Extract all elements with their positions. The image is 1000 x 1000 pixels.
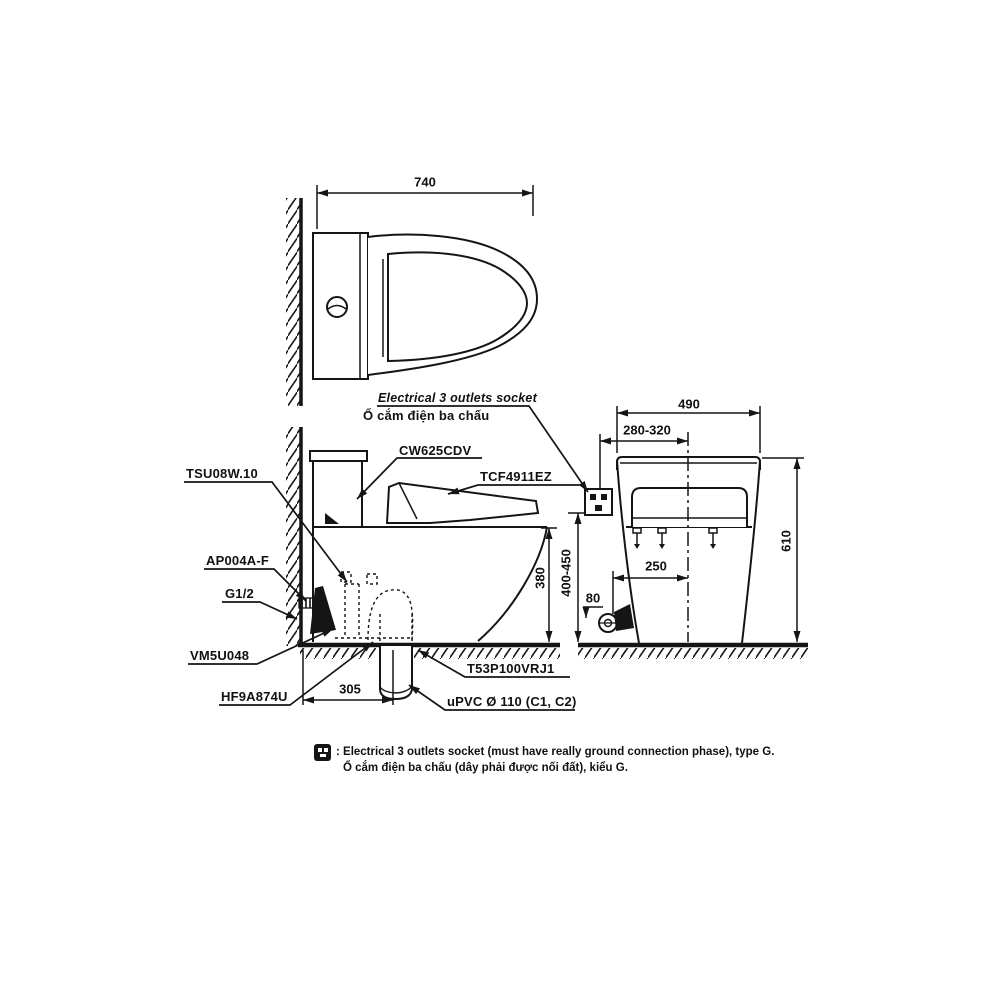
rear-view-bolts: [633, 528, 717, 549]
dim-280-320: 280-320: [623, 422, 671, 438]
leader-g12: [222, 602, 297, 619]
dim-80-lines: [583, 607, 603, 618]
label-t53p100vrj1: T53P100VRJ1: [467, 661, 555, 676]
dim-490: 490: [678, 396, 700, 412]
electrical-socket: [585, 489, 612, 515]
side-view-internals-dashed: [335, 572, 413, 645]
label-ap004a-f: AP004A-F: [206, 553, 270, 568]
floor-hatch: [298, 645, 808, 659]
rear-view-seat-back: [632, 488, 747, 527]
wall-hatch: [286, 198, 301, 647]
plug-socket-icon: [314, 744, 331, 761]
label-vm5u048: VM5U048: [190, 648, 250, 663]
label-tsu08w10: TSU08W.10: [186, 466, 258, 481]
note-line1: : Electrical 3 outlets socket (must have really ground connection phase), type G.: [336, 746, 775, 758]
label-upvc: uPVC Ø 110 (C1, C2): [447, 694, 577, 709]
dim-380: 380: [532, 567, 548, 589]
label-g12: G1/2: [225, 586, 254, 601]
rear-view-right-edge: [742, 460, 760, 643]
note-line2: Ổ cắm điện ba chấu (dây phải được nối đất), kiểu G.: [343, 762, 628, 774]
rear-view: [583, 406, 804, 643]
side-view-tank-lid: [310, 451, 367, 461]
dim-740: 740: [414, 174, 436, 190]
label-cw625cdv: CW625CDV: [399, 443, 472, 458]
dim-80: 80: [585, 590, 601, 606]
label-hf9a874u: HF9A874U: [221, 689, 288, 704]
dim-250: 250: [645, 558, 667, 574]
dim-740-lines: [317, 185, 533, 229]
dim-610: 610: [778, 530, 794, 552]
dim-305: 305: [339, 681, 361, 697]
label-electrical-socket-vi: Ổ cắm điện ba chấu: [363, 408, 490, 423]
side-view-tank: [313, 461, 362, 527]
top-view: [313, 185, 537, 379]
rear-view-supply-valve: [598, 604, 634, 632]
label-electrical-socket-en: Electrical 3 outlets socket: [378, 391, 537, 405]
dim-400-450: 400-450: [558, 549, 574, 597]
label-tcf4911ez: TCF4911EZ: [480, 469, 552, 484]
dim-280-320-lines: [600, 434, 688, 488]
